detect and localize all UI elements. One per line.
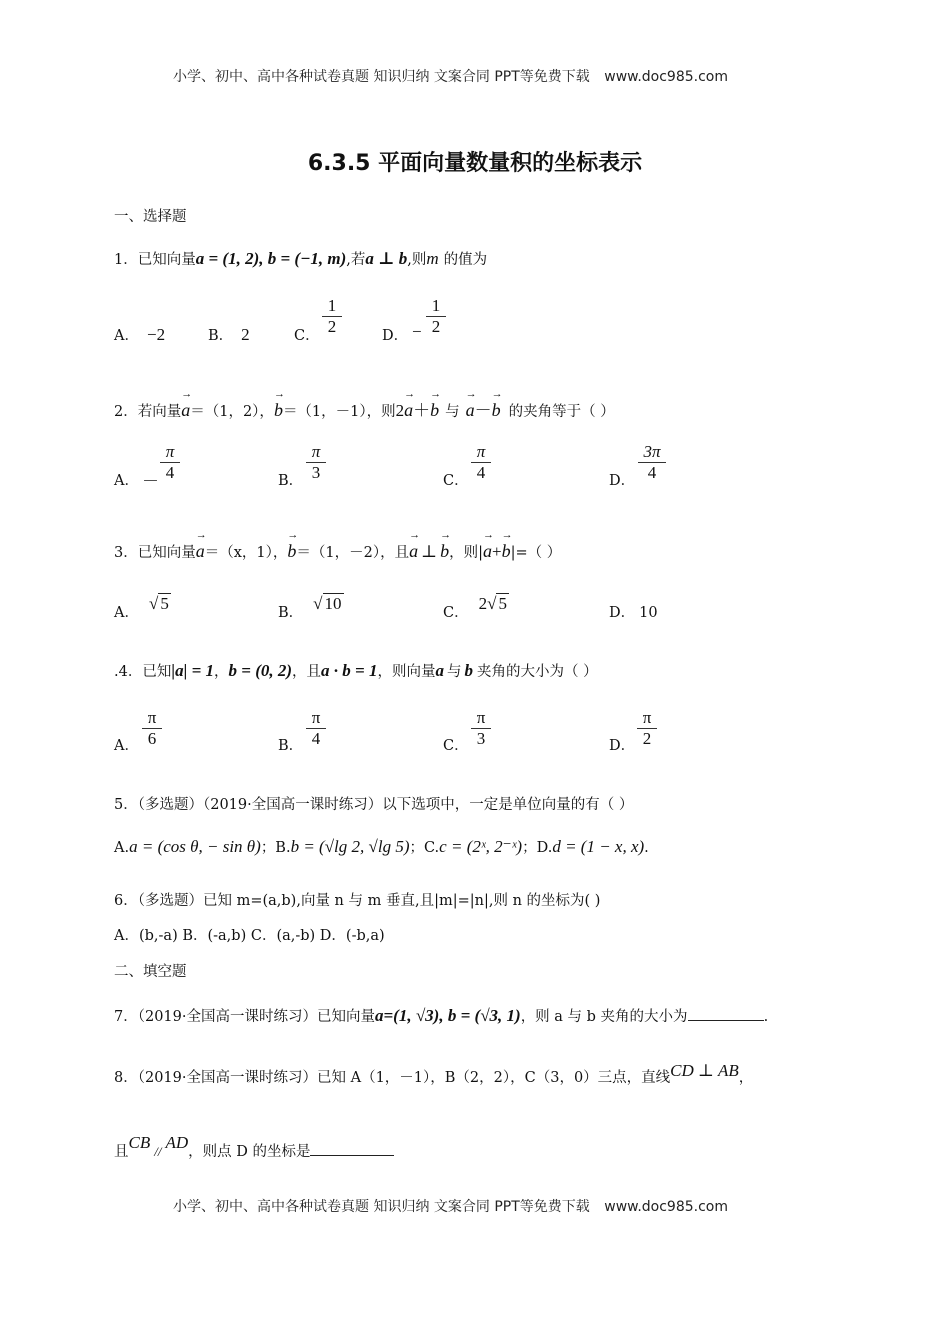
q4-fraction-b [306, 708, 326, 749]
q3-label-d: D． [609, 605, 636, 621]
q7-tail: ，则 a 与 b 夹角的大小为 [520, 1009, 688, 1025]
q4-a-num: π [147, 708, 157, 727]
question-4 [114, 660, 598, 681]
question-6: 6．（多选题）已知 m=(a,b),向量 n 与 m 垂直,且|m|=|n|,则 n 的坐标为( ) [114, 893, 601, 909]
q3-tail: |=（ ） [510, 545, 562, 561]
header-site: www.doc985.com [604, 69, 728, 85]
q1-option-c: C． [294, 328, 320, 344]
q1-d-num: 1 [431, 296, 441, 315]
q1-d-sign: − [412, 322, 422, 341]
q1-option-b [208, 324, 250, 345]
q8-tail: ，则点 D 的坐标是 [188, 1144, 311, 1160]
q1-option-a [114, 324, 165, 345]
q4-c-den: 3 [476, 729, 486, 748]
q3-vec-b: → b [287, 541, 296, 562]
q4-option-c: C． [443, 738, 469, 754]
q3-stem: 3．已知向量 [114, 545, 196, 561]
page-title: 6.3.5 平面向量数量积的坐标表示 [307, 151, 643, 176]
q1-d-den: 2 [431, 317, 441, 336]
q3-label-a: A． [114, 605, 139, 621]
q4-sep1: ， [214, 664, 229, 680]
q2-tail: 的夹角等于（ ） [508, 404, 615, 420]
q1-label-a: A． [114, 328, 139, 344]
q2-vec-b3: → b [492, 400, 501, 421]
q2-d-num: 3π [643, 442, 661, 461]
q2-a-sign: － [142, 472, 159, 491]
question-3 [114, 541, 561, 562]
q2-c-num: π [476, 442, 486, 461]
q3-perp: ⊥ [421, 542, 438, 561]
q2-plus: ＋ [413, 401, 431, 420]
q1-value-a: −2 [146, 325, 166, 344]
q3-option-d [609, 601, 658, 622]
q3-c-rad: 5 [498, 594, 507, 613]
q1-c-num: 1 [327, 296, 337, 315]
q1-fraction-d [426, 296, 446, 337]
q7-stem: 7．（2019·全国高一课时练习）已知向量 [114, 1009, 375, 1025]
q3-vec-b2: → b [440, 541, 449, 562]
question-8 [114, 1061, 754, 1087]
q8-parallel: // [154, 1144, 162, 1159]
q3-then: ，则| [449, 545, 483, 561]
q2-vec-b2: → b [430, 400, 439, 421]
q5-expr-a: a = (cos θ, − sin θ) [129, 837, 261, 856]
q4-b-den: 4 [311, 729, 321, 748]
q5-label-a: A. [114, 840, 130, 856]
q1-cond-pre: ,若 [346, 252, 366, 268]
q4-d-den: 2 [642, 729, 652, 748]
question-5: 5．（多选题）（2019·全国高一课时练习）以下选项中，一定是单位向量的有（ ） [114, 797, 634, 813]
q3-option-b: B． √ 10 [278, 594, 342, 621]
q1-fraction-c [322, 296, 342, 337]
q1-condition: a ⊥ b [365, 249, 408, 268]
q2-fraction-a [160, 442, 180, 483]
q1-label-b: B． [208, 328, 234, 344]
q2-vec-a: → a [181, 400, 190, 421]
q4-fraction-d [637, 708, 657, 749]
q1-option-d: D． [382, 328, 409, 344]
q4-sep2: ，且 [292, 664, 322, 680]
q1-value-b: 2 [241, 325, 250, 344]
q2-stem: 2．若向量 [114, 404, 182, 420]
q5-label-c: ；C. [409, 840, 440, 856]
q2-fraction-c [471, 442, 491, 483]
header-text: 小学、初中、高中各种试卷真题 知识归纳 文案合同 PPT等免费下载 [173, 69, 590, 85]
q3-label-b: B． [278, 605, 304, 621]
q3-vec-a2: → a [409, 541, 418, 562]
q2-a-value: ＝（1，2）， [190, 404, 274, 420]
q8-expr1: CD ⊥ AB [670, 1061, 739, 1080]
q4-option-b: B． [278, 738, 304, 754]
q2-b-den: 3 [311, 463, 321, 482]
q2-b-value: ＝（1，－1），则 [282, 404, 396, 420]
q2-option-a: A． [114, 473, 139, 489]
q8-comma: ， [738, 1070, 754, 1086]
q4-fraction-a [142, 708, 162, 749]
q2-a-num: π [165, 442, 175, 461]
q2-minus: － [474, 401, 492, 420]
q4-option-d: D． [609, 738, 636, 754]
q6-options: A．(b,-a) B．(-a,b) C．(a,-b) D．(-b,a) [114, 928, 385, 944]
page-footer [173, 1196, 728, 1216]
q5-expr-d: d = (1 − x, x) [552, 837, 645, 856]
q4-d-num: π [642, 708, 652, 727]
q2-option-b: B． [278, 473, 304, 489]
q8-line2-pre: 且 [114, 1144, 129, 1160]
q3-label-c: C． [443, 605, 469, 621]
q2-d-den: 4 [647, 463, 657, 482]
q3-value-d: 10 [639, 605, 658, 621]
q4-option-a: A． [114, 738, 139, 754]
q8-stem: 8．（2019·全国高一课时练习）已知 A（1，－1），B（2，2），C（3，0）三点，直线 [114, 1070, 671, 1086]
q4-b-num: π [311, 708, 321, 727]
section-choice: 一、选择题 [114, 209, 187, 225]
q3-c-coef: 2 [478, 594, 488, 613]
q5-options [114, 836, 649, 857]
q1-vectors: a = (1, 2), b = (−1, m) [195, 249, 347, 268]
q2-vec-b: → b [274, 400, 283, 421]
q2-with: 与 [445, 404, 460, 420]
q2-fraction-d [638, 442, 666, 483]
q3-b-value: ＝（1，－2），且 [296, 545, 410, 561]
footer-text: 小学、初中、高中各种试卷真题 知识归纳 文案合同 PPT等免费下载 [173, 1199, 590, 1215]
q8-answer-blank[interactable] [310, 1155, 394, 1156]
q4-mid: ，则向量 [377, 664, 436, 680]
q5-label-d: ；D. [522, 840, 553, 856]
q8-expr2-a: CB [128, 1133, 151, 1152]
q2-b-num: π [311, 442, 321, 461]
q4-abs-a: |a| = 1 [171, 661, 215, 680]
q2-vec-a3: → a [466, 400, 475, 421]
q3-option-c: C． 2√ 5 [443, 594, 507, 621]
page-header [173, 66, 728, 86]
q1-tail: 的值为 [443, 252, 488, 268]
q7-end: . [763, 1009, 769, 1025]
q5-expr-c: c = (2ˣ, 2⁻ˣ) [439, 837, 523, 856]
q8-line2 [114, 1133, 394, 1161]
q5-end: . [644, 840, 649, 856]
q3-vec-b3: → b [502, 541, 511, 562]
q4-b: b [464, 661, 473, 680]
q3-value-b: 10 [324, 594, 342, 613]
q2-option-d: D． [609, 473, 636, 489]
q4-stem: .4．已知 [114, 664, 172, 680]
q4-a: a [435, 661, 444, 680]
q8-expr2-b: AD [165, 1133, 189, 1152]
q2-a-den: 4 [165, 463, 175, 482]
q2-fraction-b [306, 442, 326, 483]
q2-c-den: 4 [476, 463, 486, 482]
question-1 [114, 248, 487, 269]
q1-c-den: 2 [327, 317, 337, 336]
q3-value-a: 5 [160, 594, 169, 613]
q1-var: m [426, 249, 439, 268]
q2-two: 2 [395, 401, 405, 420]
q1-tail-pre: ,则 [407, 252, 427, 268]
q3-option-a: A． √ 5 [114, 594, 169, 621]
q2-option-c: C． [443, 473, 469, 489]
q4-a-den: 6 [147, 729, 157, 748]
q2-vec-a2: → a [404, 400, 413, 421]
q4-with: 与 [446, 664, 462, 680]
footer-site: www.doc985.com [604, 1199, 728, 1215]
question-7 [114, 1005, 768, 1026]
q5-label-b: ；B. [260, 840, 291, 856]
q3-plus: + [491, 542, 502, 561]
q1-stem: 1．已知向量 [114, 252, 196, 268]
q3-a-value: ＝（x，1）， [204, 545, 288, 561]
section-fill: 二、填空题 [114, 964, 187, 980]
q4-fraction-c [471, 708, 491, 749]
q5-expr-b: b = (√lg 2, √lg 5) [290, 837, 410, 856]
q3-vec-a: → a [196, 541, 205, 562]
q7-vectors: a=(1, √3), b = (√3, 1) [375, 1006, 521, 1025]
q4-b-value: b = (0, 2) [228, 661, 293, 680]
q4-tail: 夹角的大小为（ ） [476, 664, 598, 680]
q3-vec-a3: → a [483, 541, 492, 562]
question-2 [114, 396, 615, 421]
q7-answer-blank[interactable] [688, 1020, 764, 1021]
q4-c-num: π [476, 708, 486, 727]
q4-dot: a · b = 1 [321, 661, 378, 680]
